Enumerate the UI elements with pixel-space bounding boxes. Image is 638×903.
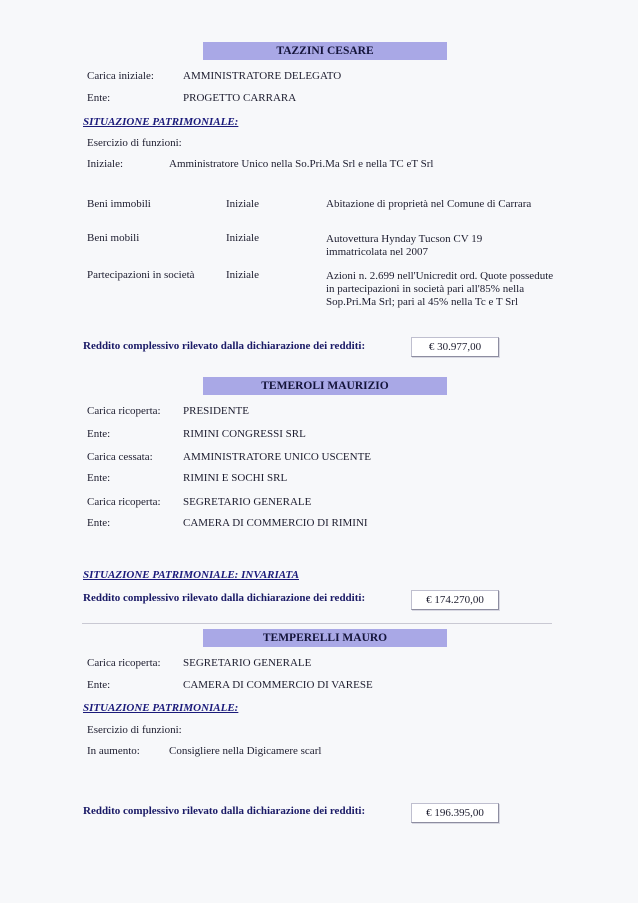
reddito-amount: € 196.395,00 xyxy=(411,803,499,823)
reddito-amount: € 30.977,00 xyxy=(411,337,499,357)
person-name-header: TEMEROLI MAURIZIO xyxy=(203,377,447,395)
section-title: SITUAZIONE PATRIMONIALE: xyxy=(83,116,239,128)
row-value: AMMINISTRATORE UNICO USCENTE xyxy=(183,451,372,463)
row-value: CAMERA DI COMMERCIO DI RIMINI xyxy=(183,517,368,529)
row-value: SEGRETARIO GENERALE xyxy=(183,657,312,669)
reddito-label: Reddito complessivo rilevato dalla dichiarazione dei redditi: xyxy=(83,592,366,604)
row-label: Ente: xyxy=(87,679,111,691)
esercizio-label: Esercizio di funzioni: xyxy=(87,724,182,736)
beni-desc: Autovettura Hynday Tucson CV 19 immatricolata nel 2007 xyxy=(326,233,483,258)
row-value: PROGETTO CARRARA xyxy=(183,92,297,104)
reddito-label: Reddito complessivo rilevato dalla dichiarazione dei redditi: xyxy=(83,340,366,352)
row-label: Carica cessata: xyxy=(87,451,153,463)
beni-status: Iniziale xyxy=(226,198,259,210)
reddito-label: Reddito complessivo rilevato dalla dichiarazione dei redditi: xyxy=(83,805,366,817)
beni-status: Iniziale xyxy=(226,232,259,244)
reddito-amount: € 174.270,00 xyxy=(411,590,499,610)
row-label: Ente: xyxy=(87,517,111,529)
row-label: Carica iniziale: xyxy=(87,70,154,82)
esercizio-row-value: Consigliere nella Digicamere scarl xyxy=(169,745,322,757)
row-value: RIMINI E SOCHI SRL xyxy=(183,472,288,484)
beni-desc: Azioni n. 2.699 nell'Unicredit ord. Quote possedute in partecipazioni in società pari all'85% nella Sop.Pri.Ma Srl; pari al 45% nella Tc e T Srl xyxy=(326,270,554,308)
esercizio-label: Esercizio di funzioni: xyxy=(87,137,182,149)
beni-desc: Abitazione di proprietà nel Comune di Carrara xyxy=(326,198,532,210)
row-value: SEGRETARIO GENERALE xyxy=(183,496,312,508)
row-label: Carica ricoperta: xyxy=(87,405,161,417)
person-name-header: TAZZINI CESARE xyxy=(203,42,447,60)
beni-label: Partecipazioni in società xyxy=(87,269,195,281)
section-divider xyxy=(82,623,552,624)
beni-label: Beni mobili xyxy=(87,232,140,244)
row-value: PRESIDENTE xyxy=(183,405,249,417)
row-label: Ente: xyxy=(87,428,111,440)
esercizio-row-label: In aumento: xyxy=(87,745,140,757)
row-value: AMMINISTRATORE DELEGATO xyxy=(183,70,342,82)
row-value: CAMERA DI COMMERCIO DI VARESE xyxy=(183,679,373,691)
row-label: Carica ricoperta: xyxy=(87,496,161,508)
row-value: RIMINI CONGRESSI SRL xyxy=(183,428,306,440)
row-label: Ente: xyxy=(87,92,111,104)
beni-status: Iniziale xyxy=(226,269,259,281)
section-title: SITUAZIONE PATRIMONIALE: INVARIATA xyxy=(83,569,299,581)
row-label: Carica ricoperta: xyxy=(87,657,161,669)
esercizio-row-label: Iniziale: xyxy=(87,158,124,170)
beni-label: Beni immobili xyxy=(87,198,151,210)
person-name-header: TEMPERELLI MAURO xyxy=(203,629,447,647)
row-label: Ente: xyxy=(87,472,111,484)
section-title: SITUAZIONE PATRIMONIALE: xyxy=(83,702,239,714)
esercizio-row-value: Amministratore Unico nella So.Pri.Ma Srl e nella TC eT Srl xyxy=(169,158,434,170)
